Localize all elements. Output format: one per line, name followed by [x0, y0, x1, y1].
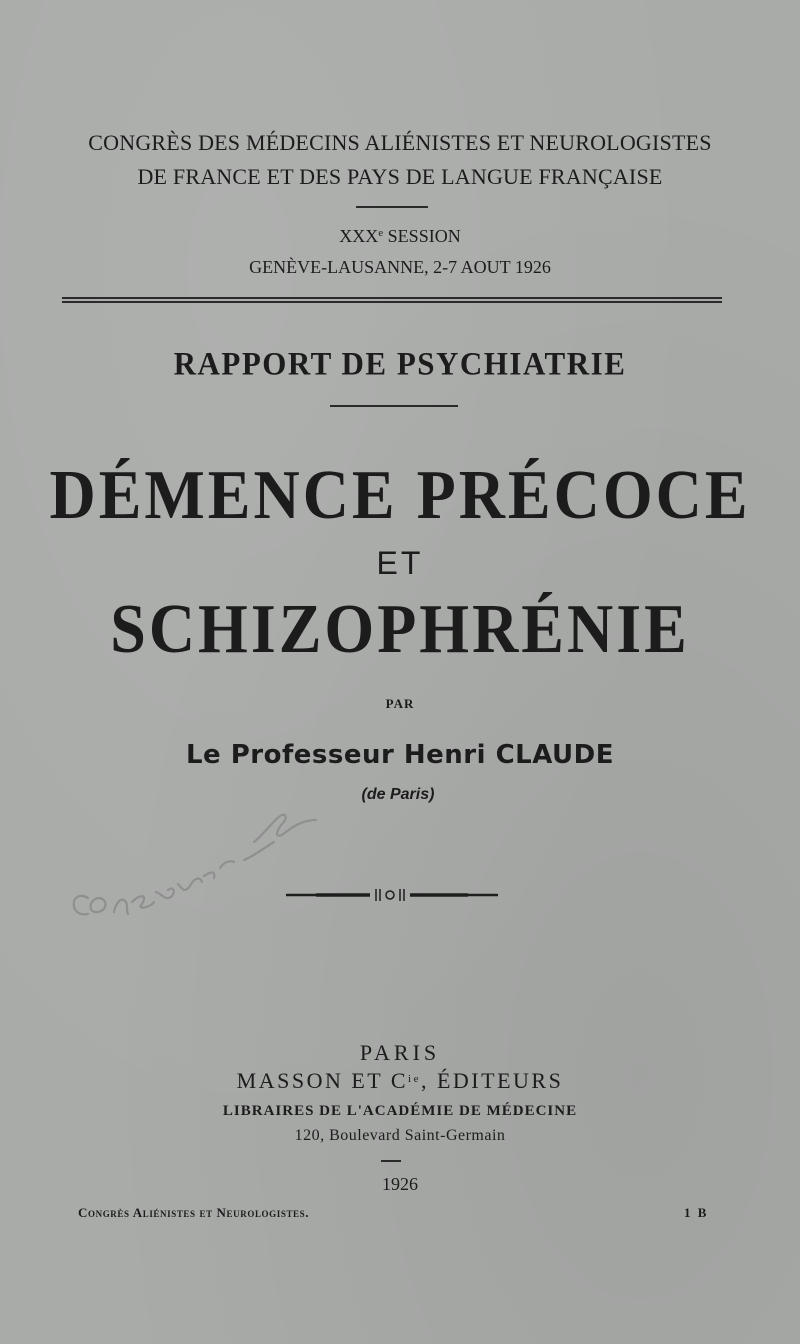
congress-title-line-2: DE FRANCE ET DES PAYS DE LANGUE FRANÇAISE [137, 164, 663, 189]
author-origin: (de Paris) [361, 786, 435, 803]
by-label: PAR [385, 696, 415, 711]
report-type: RAPPORT DE PSYCHIATRIE [173, 345, 627, 382]
footer-signature-mark: 1 B [684, 1205, 709, 1220]
header-rule [356, 206, 428, 208]
main-title-conjunction: ET [376, 545, 424, 581]
publisher-name: MASSON ET $C^{ie}$, ÉDITEURS [236, 1068, 564, 1093]
address-rule [381, 1160, 401, 1162]
place-date: GENÈVE-LAUSANNE, 2-7 AOUT 1926 [249, 257, 551, 277]
main-title-line-1: DÉMENCE PRÉCOCE [49, 455, 751, 534]
ornament-divider [286, 888, 498, 902]
handwritten-annotation [58, 780, 358, 930]
publisher-address: 120, Boulevard Saint-Germain [294, 1127, 506, 1144]
footer-signature-line: Congrès Aliénistes et Neurologistes. [78, 1205, 310, 1220]
author-name: Le Professeur Henri CLAUDE [185, 740, 615, 770]
publication-year: 1926 [382, 1174, 418, 1194]
report-rule [330, 405, 458, 407]
congress-title-line-1: CONGRÈS DES MÉDECINS ALIÉNISTES ET NEUROLOGISTES [88, 130, 712, 155]
session-label: XXXe SESSION [339, 226, 461, 246]
publisher-city: PARIS [359, 1040, 441, 1065]
double-rule-divider [62, 297, 722, 303]
publisher-affiliation: LIBRAIRES DE L'ACADÉMIE DE MÉDECINE [222, 1103, 578, 1119]
main-title-line-2: SCHIZOPHRÉNIE [110, 589, 690, 668]
